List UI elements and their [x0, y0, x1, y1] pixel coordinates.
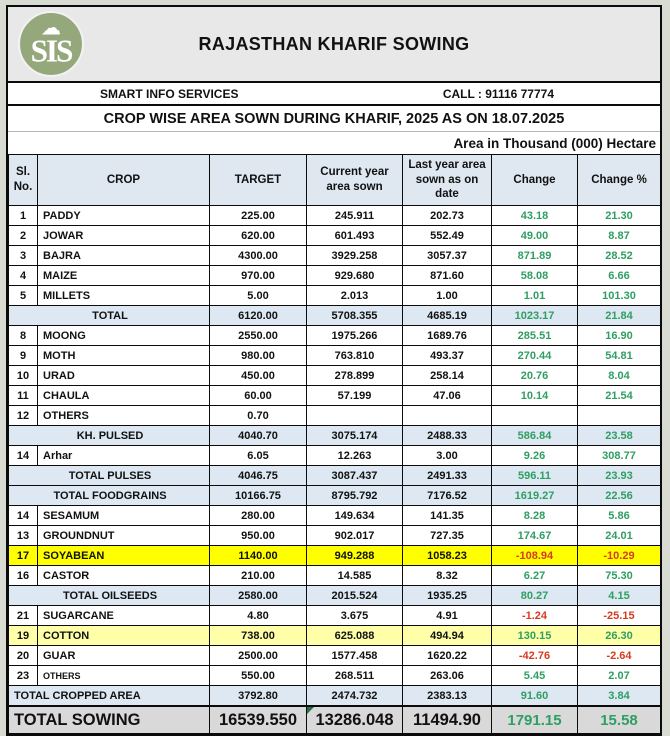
cell-crop-name: SESAMUM: [38, 506, 210, 526]
cell-last: 552.49: [403, 226, 492, 246]
cell-change-pct: -2.64: [578, 646, 661, 666]
cell-row-label: TOTAL FOODGRAINS: [9, 486, 210, 506]
cell-current: 2474.732: [307, 686, 403, 707]
cell-crop-name: OTHERS: [38, 666, 210, 686]
cell-last: 494.94: [403, 626, 492, 646]
table-row: [9, 706, 661, 734]
unit-note: Area in Thousand (000) Hectare: [8, 132, 660, 154]
cell-crop-name: CHAULA: [38, 386, 210, 406]
cell-sl-no: 20: [9, 646, 38, 666]
cell-change-pct: 4.15: [578, 586, 661, 606]
cell-change: [492, 406, 578, 426]
cell-current: 5708.355: [307, 306, 403, 326]
cell-change-pct: 3.84: [578, 686, 661, 707]
cell-change: 10.14: [492, 386, 578, 406]
cell-sl-no: 14: [9, 506, 38, 526]
cell-current: 3075.174: [307, 426, 403, 446]
company-name: SMART INFO SERVICES: [100, 86, 239, 101]
column-header-current: Current year area sown: [307, 155, 403, 206]
column-header-change-pct: Change %: [578, 155, 661, 206]
cell-current: 12.263: [307, 446, 403, 466]
cell-last: 258.14: [403, 366, 492, 386]
cell-last: 1058.23: [403, 546, 492, 566]
cell-last: 4.91: [403, 606, 492, 626]
table-row: [9, 626, 661, 646]
cell-last: 263.06: [403, 666, 492, 686]
cell-last: 727.35: [403, 526, 492, 546]
cell-target: 4046.75: [210, 466, 307, 486]
cell-change-pct: 8.04: [578, 366, 661, 386]
cell-change: 8.28: [492, 506, 578, 526]
sis-logo: [17, 10, 85, 78]
cell-change: 130.15: [492, 626, 578, 646]
info-bar: [8, 83, 660, 106]
comment-marker-icon: [307, 707, 314, 714]
cell-change-pct: 16.90: [578, 326, 661, 346]
table-row: [9, 546, 661, 566]
report-subtitle: CROP WISE AREA SOWN DURING KHARIF, 2025 AS ON 18.07.2025: [8, 106, 660, 132]
cell-change-pct: 15.58: [578, 706, 661, 734]
cell-change: -1.24: [492, 606, 578, 626]
cell-sl-no: 3: [9, 246, 38, 266]
cell-target: 4040.70: [210, 426, 307, 446]
table-row: [9, 566, 661, 586]
table-row: [9, 326, 661, 346]
cell-change-pct: 75.30: [578, 566, 661, 586]
cell-change: 9.26: [492, 446, 578, 466]
cell-change-pct: 2.07: [578, 666, 661, 686]
cell-target: 60.00: [210, 386, 307, 406]
cell-current: [307, 406, 403, 426]
cell-crop-name: Arhar: [38, 446, 210, 466]
cell-change-pct: [578, 406, 661, 426]
cell-current: 902.017: [307, 526, 403, 546]
cell-target: 450.00: [210, 366, 307, 386]
cell-current: 601.493: [307, 226, 403, 246]
cell-current: 3929.258: [307, 246, 403, 266]
cell-crop-name: BAJRA: [38, 246, 210, 266]
cell-change: 174.67: [492, 526, 578, 546]
column-header-sl: Sl. No.: [9, 155, 38, 206]
cell-current: 625.088: [307, 626, 403, 646]
cell-current: 949.288: [307, 546, 403, 566]
cell-current: 3087.437: [307, 466, 403, 486]
cell-crop-name: MOONG: [38, 326, 210, 346]
cell-change-pct: 21.30: [578, 206, 661, 226]
cell-last: 871.60: [403, 266, 492, 286]
cell-crop-name: SUGARCANE: [38, 606, 210, 626]
cell-change: 58.08: [492, 266, 578, 286]
cell-target: 6120.00: [210, 306, 307, 326]
cell-target: 0.70: [210, 406, 307, 426]
table-row: [9, 386, 661, 406]
table-row: [9, 506, 661, 526]
cell-crop-name: SOYABEAN: [38, 546, 210, 566]
table-row: [9, 206, 661, 226]
cell-row-label: TOTAL CROPPED AREA: [9, 686, 210, 707]
cell-change: -42.76: [492, 646, 578, 666]
cell-current: 245.911: [307, 206, 403, 226]
cell-sl-no: 12: [9, 406, 38, 426]
cell-change: 1619.27: [492, 486, 578, 506]
cell-target: 980.00: [210, 346, 307, 366]
cell-target: 4300.00: [210, 246, 307, 266]
cell-target: 620.00: [210, 226, 307, 246]
cell-change-pct: 21.84: [578, 306, 661, 326]
cell-last: 2488.33: [403, 426, 492, 446]
cell-change: 1791.15: [492, 706, 578, 734]
cell-current: 268.511: [307, 666, 403, 686]
cotton-icon: ☁: [40, 15, 62, 40]
cell-last: 2491.33: [403, 466, 492, 486]
cell-change: -108.94: [492, 546, 578, 566]
cell-crop-name: PADDY: [38, 206, 210, 226]
cell-last: 4685.19: [403, 306, 492, 326]
table-row: [9, 406, 661, 426]
cell-last: 47.06: [403, 386, 492, 406]
cell-last: 7176.52: [403, 486, 492, 506]
table-row: [9, 686, 661, 707]
table-row: [9, 246, 661, 266]
cell-crop-name: MAIZE: [38, 266, 210, 286]
table-row: [9, 226, 661, 246]
cell-sl-no: 17: [9, 546, 38, 566]
crop-table: [8, 154, 661, 734]
cell-change: 596.11: [492, 466, 578, 486]
cell-current: 8795.792: [307, 486, 403, 506]
page-title: RAJASTHAN KHARIF SOWING: [198, 33, 470, 54]
cell-target: 970.00: [210, 266, 307, 286]
cell-change: 91.60: [492, 686, 578, 707]
cell-change: 80.27: [492, 586, 578, 606]
cell-current: 14.585: [307, 566, 403, 586]
column-header-change: Change: [492, 155, 578, 206]
cell-change-pct: 8.87: [578, 226, 661, 246]
cell-last: 11494.90: [403, 706, 492, 734]
column-header-last: Last year area sown as on date: [403, 155, 492, 206]
cell-current: 3.675: [307, 606, 403, 626]
table-row: [9, 666, 661, 686]
cell-target: 2580.00: [210, 586, 307, 606]
cell-crop-name: OTHERS: [38, 406, 210, 426]
cell-current: 1975.266: [307, 326, 403, 346]
cell-sl-no: 13: [9, 526, 38, 546]
cell-crop-name: JOWAR: [38, 226, 210, 246]
cell-current: 149.634: [307, 506, 403, 526]
cell-row-label: KH. PULSED: [9, 426, 210, 446]
cell-current: 2015.524: [307, 586, 403, 606]
cell-change-pct: -10.29: [578, 546, 661, 566]
cell-change-pct: 101.30: [578, 286, 661, 306]
table-row: [9, 346, 661, 366]
cell-change: 1.01: [492, 286, 578, 306]
cell-current: 57.199: [307, 386, 403, 406]
column-header-target: TARGET: [210, 155, 307, 206]
cell-change-pct: 22.56: [578, 486, 661, 506]
cell-target: 2550.00: [210, 326, 307, 346]
cell-change-pct: 23.93: [578, 466, 661, 486]
cell-sl-no: 1: [9, 206, 38, 226]
table-row: [9, 446, 661, 466]
cell-current: 13286.048: [307, 706, 403, 734]
cell-change: 285.51: [492, 326, 578, 346]
cell-sl-no: 2: [9, 226, 38, 246]
cell-change-pct: 28.52: [578, 246, 661, 266]
cell-change-pct: -25.15: [578, 606, 661, 626]
cell-sl-no: 14: [9, 446, 38, 466]
cell-sl-no: 4: [9, 266, 38, 286]
table-row: [9, 306, 661, 326]
cell-current: 278.899: [307, 366, 403, 386]
cell-change: 270.44: [492, 346, 578, 366]
cell-sl-no: 10: [9, 366, 38, 386]
cell-current: 1577.458: [307, 646, 403, 666]
cell-change-pct: 24.01: [578, 526, 661, 546]
cell-last: 493.37: [403, 346, 492, 366]
table-row: [9, 286, 661, 306]
cell-crop-name: CASTOR: [38, 566, 210, 586]
cell-target: 3792.80: [210, 686, 307, 707]
cell-change: 5.45: [492, 666, 578, 686]
cell-target: 738.00: [210, 626, 307, 646]
cell-target: 6.05: [210, 446, 307, 466]
cell-sl-no: 9: [9, 346, 38, 366]
cell-last: 202.73: [403, 206, 492, 226]
cell-sl-no: 23: [9, 666, 38, 686]
cell-target: 2500.00: [210, 646, 307, 666]
cell-change-pct: 26.30: [578, 626, 661, 646]
cell-current: 2.013: [307, 286, 403, 306]
cell-target: 4.80: [210, 606, 307, 626]
logo-text: SIS: [30, 33, 72, 69]
cell-row-label: TOTAL SOWING: [9, 706, 210, 734]
cell-change: 1023.17: [492, 306, 578, 326]
cell-last: 3057.37: [403, 246, 492, 266]
cell-sl-no: 19: [9, 626, 38, 646]
cell-change-pct: 6.66: [578, 266, 661, 286]
table-row: [9, 526, 661, 546]
table-row: [9, 266, 661, 286]
table-row: [9, 606, 661, 626]
cell-crop-name: MOTH: [38, 346, 210, 366]
cell-target: 950.00: [210, 526, 307, 546]
cell-change-pct: 54.81: [578, 346, 661, 366]
cell-current: 929.680: [307, 266, 403, 286]
cell-crop-name: MILLETS: [38, 286, 210, 306]
cell-last: 141.35: [403, 506, 492, 526]
report-sheet: [6, 5, 662, 736]
cell-last: 1935.25: [403, 586, 492, 606]
cell-target: 1140.00: [210, 546, 307, 566]
cell-row-label: TOTAL: [9, 306, 210, 326]
cell-change: 586.84: [492, 426, 578, 446]
cell-change-pct: 5.86: [578, 506, 661, 526]
table-header-row: [9, 155, 661, 206]
cell-target: 10166.75: [210, 486, 307, 506]
cell-sl-no: 5: [9, 286, 38, 306]
cell-current: 763.810: [307, 346, 403, 366]
title-band: [8, 7, 660, 83]
table-row: [9, 586, 661, 606]
cell-target: 280.00: [210, 506, 307, 526]
cell-last: 1689.76: [403, 326, 492, 346]
table-body: [9, 206, 661, 734]
cell-change: 49.00: [492, 226, 578, 246]
cell-row-label: TOTAL PULSES: [9, 466, 210, 486]
cell-target: 5.00: [210, 286, 307, 306]
cell-sl-no: 16: [9, 566, 38, 586]
table-row: [9, 486, 661, 506]
table-row: [9, 366, 661, 386]
cell-sl-no: 11: [9, 386, 38, 406]
cell-change-pct: 308.77: [578, 446, 661, 466]
cell-crop-name: COTTON: [38, 626, 210, 646]
cell-last: [403, 406, 492, 426]
cell-target: 210.00: [210, 566, 307, 586]
cell-sl-no: 8: [9, 326, 38, 346]
cell-target: 16539.550: [210, 706, 307, 734]
cell-crop-name: GROUNDNUT: [38, 526, 210, 546]
table-row: [9, 646, 661, 666]
cell-target: 550.00: [210, 666, 307, 686]
table-row: [9, 426, 661, 446]
cell-change-pct: 23.58: [578, 426, 661, 446]
cell-last: 8.32: [403, 566, 492, 586]
cell-target: 225.00: [210, 206, 307, 226]
cell-sl-no: 21: [9, 606, 38, 626]
cell-crop-name: GUAR: [38, 646, 210, 666]
cell-change: 20.76: [492, 366, 578, 386]
cell-row-label: TOTAL OILSEEDS: [9, 586, 210, 606]
cell-last: 1620.22: [403, 646, 492, 666]
column-header-crop: CROP: [38, 155, 210, 206]
cell-change-pct: 21.54: [578, 386, 661, 406]
cell-crop-name: URAD: [38, 366, 210, 386]
cell-last: 1.00: [403, 286, 492, 306]
table-row: [9, 466, 661, 486]
call-number: CALL : 91116 77774: [442, 86, 554, 101]
cell-change: 6.27: [492, 566, 578, 586]
cell-change: 871.89: [492, 246, 578, 266]
cell-last: 3.00: [403, 446, 492, 466]
cell-change: 43.18: [492, 206, 578, 226]
cell-last: 2383.13: [403, 686, 492, 707]
